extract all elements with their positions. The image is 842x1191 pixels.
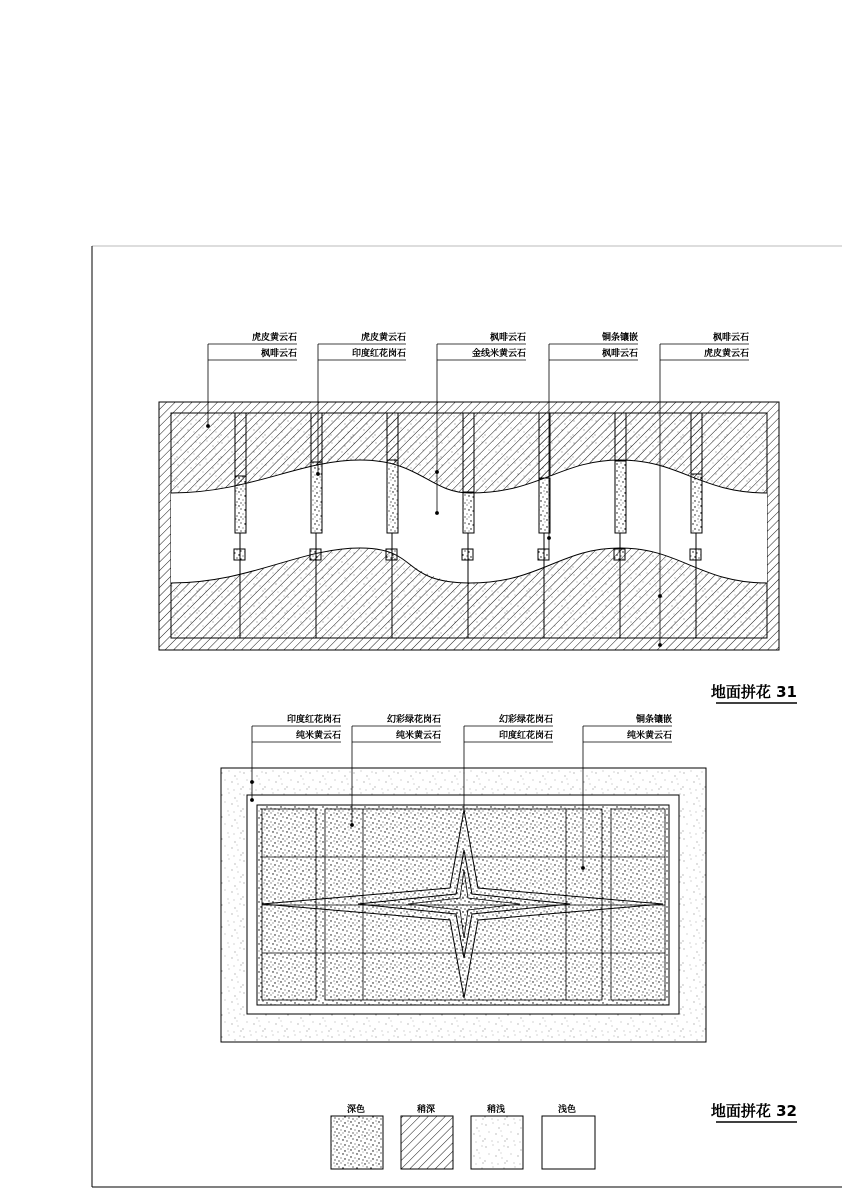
pattern31-callout-1-bottom: 枫啡云石 <box>260 349 297 359</box>
legend-label-slightly-light: 稍浅 <box>486 1105 506 1115</box>
pattern31-callout-5-bottom: 虎皮黄云石 <box>703 349 749 359</box>
pattern31-callout-3-bottom: 金线米黄云石 <box>471 349 526 359</box>
pattern32-callout-1-top: 印度红花岗石 <box>286 715 341 725</box>
legend-label-light: 浅色 <box>557 1105 577 1115</box>
pattern32-callout-2-top: 幻彩绿花岗石 <box>386 715 441 725</box>
pattern32-callout-3-top: 幻彩绿花岗石 <box>498 715 553 725</box>
pattern31-callout-3-top: 枫啡云石 <box>489 333 526 343</box>
pattern31-title: 地面拼花 31 <box>710 683 797 701</box>
sheet-border <box>92 246 842 1187</box>
legend-swatch-dark <box>331 1116 383 1169</box>
legend-swatch-slightly-dark <box>401 1116 453 1169</box>
pattern32-title: 地面拼花 32 <box>710 1102 797 1120</box>
legend-label-dark: 深色 <box>346 1105 366 1115</box>
legend-swatch-light <box>542 1116 595 1169</box>
pattern32-callout-2-bottom: 纯米黄云石 <box>395 731 441 741</box>
shade-legend <box>331 1103 595 1169</box>
pattern32-callout-3-bottom: 印度红花岗石 <box>498 731 553 741</box>
pattern-31 <box>159 331 797 703</box>
pattern31-callout-4-bottom: 枫啡云石 <box>601 349 638 359</box>
pattern31-callout-4-top: 铜条镶嵌 <box>601 333 638 343</box>
pattern31-callout-2-bottom: 印度红花岗石 <box>351 349 406 359</box>
pattern32-callout-1-bottom: 纯米黄云石 <box>295 731 341 741</box>
legend-swatch-slightly-light <box>471 1116 523 1169</box>
pattern32-callout-4-top: 铜条镶嵌 <box>635 715 672 725</box>
pattern31-callout-5-top: 枫啡云石 <box>712 333 749 343</box>
legend-label-slightly-dark: 稍深 <box>416 1105 436 1115</box>
pattern-32 <box>221 713 797 1122</box>
pattern31-callout-1-top: 虎皮黄云石 <box>251 333 297 343</box>
pattern31-callout-2-top: 虎皮黄云石 <box>360 333 406 343</box>
pattern32-callout-4-bottom: 纯米黄云石 <box>626 731 672 741</box>
